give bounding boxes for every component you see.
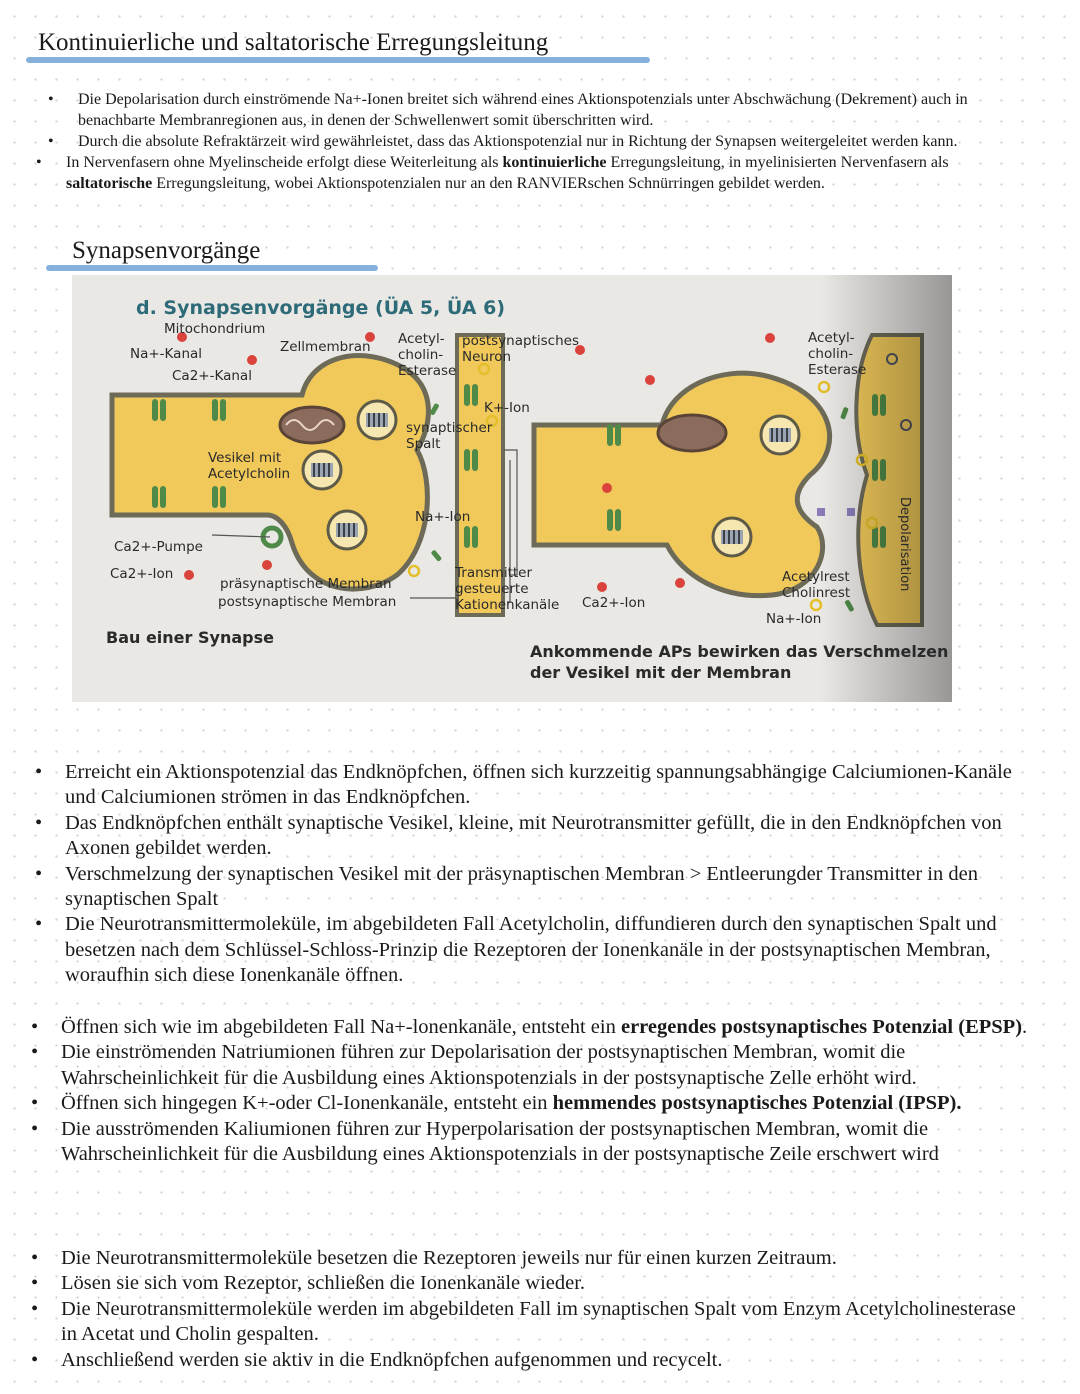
synapse-bullets-group2 — [61, 1015, 1031, 1167]
bold-text: kontinuierliche — [502, 154, 607, 171]
synapse-bullets-group3 — [61, 1246, 1031, 1373]
label-postsynaptic-membrane: postsynaptische Membran — [218, 594, 397, 610]
figure-title: d. Synapsenvorgänge (ÜA 5, ÜA 6) — [136, 297, 505, 319]
section2-title-underline — [46, 265, 378, 271]
list-item — [61, 1015, 1031, 1040]
text: Die Depolarisation durch einströmende Na+-Ionen breitet sich während eines Aktionspotenzials unter Abschwächung (Dekrement) auch in benachbarte Membranregionen aus, in denen der Schwellenwert somit überschritten wird. — [78, 91, 968, 129]
label-esterase-right: Acetyl- cholin- Esterase — [808, 330, 867, 378]
text: In Nervenfasern ohne Myelinscheide erfolgt diese Weiterleitung als — [66, 154, 503, 171]
section1-title: Kontinuierliche und saltatorische Erregungsleitung — [38, 29, 549, 56]
list-item — [61, 1348, 1031, 1373]
list-item — [78, 131, 998, 152]
label-ca-ion-right: Ca2+-Ion — [582, 595, 646, 611]
bold-text: hemmendes postsynaptisches Potenzial (IPSP). — [552, 1092, 962, 1115]
list-item — [65, 811, 1025, 862]
text: Das Endknöpfchen enthält synaptische Vesikel, kleine, mit Neurotransmitter gefüllt, die in den Endknöpfchen von Axonen gebildet werden. — [65, 811, 1002, 860]
list-item — [78, 89, 998, 131]
label-depolarisation: Depolarisation — [897, 497, 912, 592]
list-item — [61, 1271, 1031, 1296]
text: Die Neurotransmittermoleküle besetzen die Rezeptoren jeweils nur für einen kurzen Zeitraum. — [61, 1247, 837, 1269]
text: Die ausströmenden Kaliumionen führen zur Hyperpolarisation der postsynaptischen Membran, womit die Wahrscheinlichkeit für die Ausbildung eines Aktionspotenzials in der postsynaptische Zeile erschwert wird — [61, 1117, 939, 1166]
list-item — [61, 1297, 1031, 1348]
label-acetylrest: Acetylrest Cholinrest — [782, 569, 851, 601]
list-item — [66, 152, 998, 194]
label-na-ion-right: Na+-Ion — [766, 611, 822, 627]
label-vesikel: Vesikel mit Acetylcholin — [208, 450, 291, 482]
bold-text: erregendes postsynaptisches Potenzial (EPSP) — [620, 1016, 1023, 1038]
text: Erregungsleitung, in myelinisierten Nervenfasern als — [606, 154, 949, 171]
text: Erreicht ein Aktionspotenzial das Endknöpfchen, öffnen sich kurzzeitig spannungsabhängige Calciumionen-Kanäle und Calciumionen strömen in das Endknöpfchen. — [65, 761, 1012, 809]
list-item — [65, 912, 1025, 988]
label-ca-pumpe: Ca2+-Pumpe — [114, 539, 203, 555]
bold-text: saltatorische — [66, 175, 153, 192]
label-mitochondrium: Mitochondrium — [164, 321, 266, 337]
label-ca-kanal: Ca2+-Kanal — [172, 368, 252, 384]
section1-title-underline — [26, 57, 650, 63]
label-zellmembran: Zellmembran — [280, 339, 371, 355]
text: . — [1022, 1016, 1028, 1038]
text: Die einströmenden Natriumionen führen zur Depolarisation der postsynaptischen Membran, womit die Wahrscheinlichkeit für die Ausbildung eines Aktionspotenzials in der postsynaptische Zelle erhöht wird. — [61, 1041, 917, 1089]
label-postsynaptic-neuron: postsynaptisches Neuron — [462, 333, 579, 365]
text: Öffnen sich wie im abgebildeten Fall Na+-lonenkanäle, entsteht ein — [61, 1016, 621, 1038]
label-k-ion: K+-Ion — [484, 400, 530, 416]
label-ca-ion-left: Ca2+-Ion — [110, 566, 174, 582]
section2-title: Synapsenvorgänge — [72, 237, 261, 264]
text: Öffnen sich hingegen K+-oder Cl-Ionenkanäle, entsteht ein — [61, 1092, 553, 1115]
label-na-kanal: Na+-Kanal — [130, 346, 203, 362]
text: Anschließend werden sie aktiv in die Endknöpfchen aufgenommen und recycelt. — [61, 1348, 723, 1371]
list-item — [61, 1117, 1031, 1168]
label-transmitter-channels: Transmitter gesteuerte Kationenkanäle — [455, 565, 560, 613]
list-item — [65, 760, 1025, 811]
caption-left: Bau einer Synapse — [106, 628, 274, 647]
text: Lösen sie sich vom Rezeptor, schließen die Ionenkanäle wieder. — [61, 1272, 586, 1295]
caption-right: Ankommende APs bewirken das Verschmelzen der Vesikel mit der Membran — [530, 642, 949, 682]
label-presynaptic-membrane: präsynaptische Membran — [220, 576, 392, 592]
text: Verschmelzung der synaptischen Vesikel mit der präsynaptischen Membran > Entleerungder Transmitter in den synaptischen Spalt — [65, 862, 978, 911]
list-item — [65, 862, 1025, 913]
list-item — [61, 1040, 1031, 1091]
text: Durch die absolute Refraktärzeit wird gewährleistet, dass das Aktionspotenzial nur in Richtung der Synapsen weitergeleitet werden kann. — [78, 133, 958, 150]
synapse-bullets-group1 — [65, 760, 1025, 989]
label-esterase-left: Acetyl- cholin- Esterase — [398, 331, 457, 379]
text: Erregungsleitung, wobei Aktionspotenzialen nur an den RANVIERschen Schnürringen gebildet werden. — [152, 175, 825, 192]
section1-bullets — [66, 89, 998, 194]
list-item — [61, 1246, 1031, 1271]
label-synaptic-cleft: synaptischer Spalt — [406, 420, 493, 452]
list-item — [61, 1091, 1031, 1116]
text: Die Neurotransmittermoleküle werden im abgebildeten Fall im synaptischen Spalt vom Enzym Acetylcholinesterase in Acetat und Cholin gespalten. — [61, 1297, 1016, 1346]
text: Die Neurotransmittermoleküle, im abgebildeten Fall Acetylcholin, diffundieren durch den synaptischen Spalt und besetzen nach dem Schlüssel-Schloss-Prinzip die Rezeptoren der Ionenkanäle in der postsynaptischen Membran, woraufhin sich diese Ionenkanäle öffnen. — [65, 913, 997, 987]
synapse-figure — [72, 275, 952, 702]
label-na-ion-left: Na+-Ion — [415, 509, 471, 525]
